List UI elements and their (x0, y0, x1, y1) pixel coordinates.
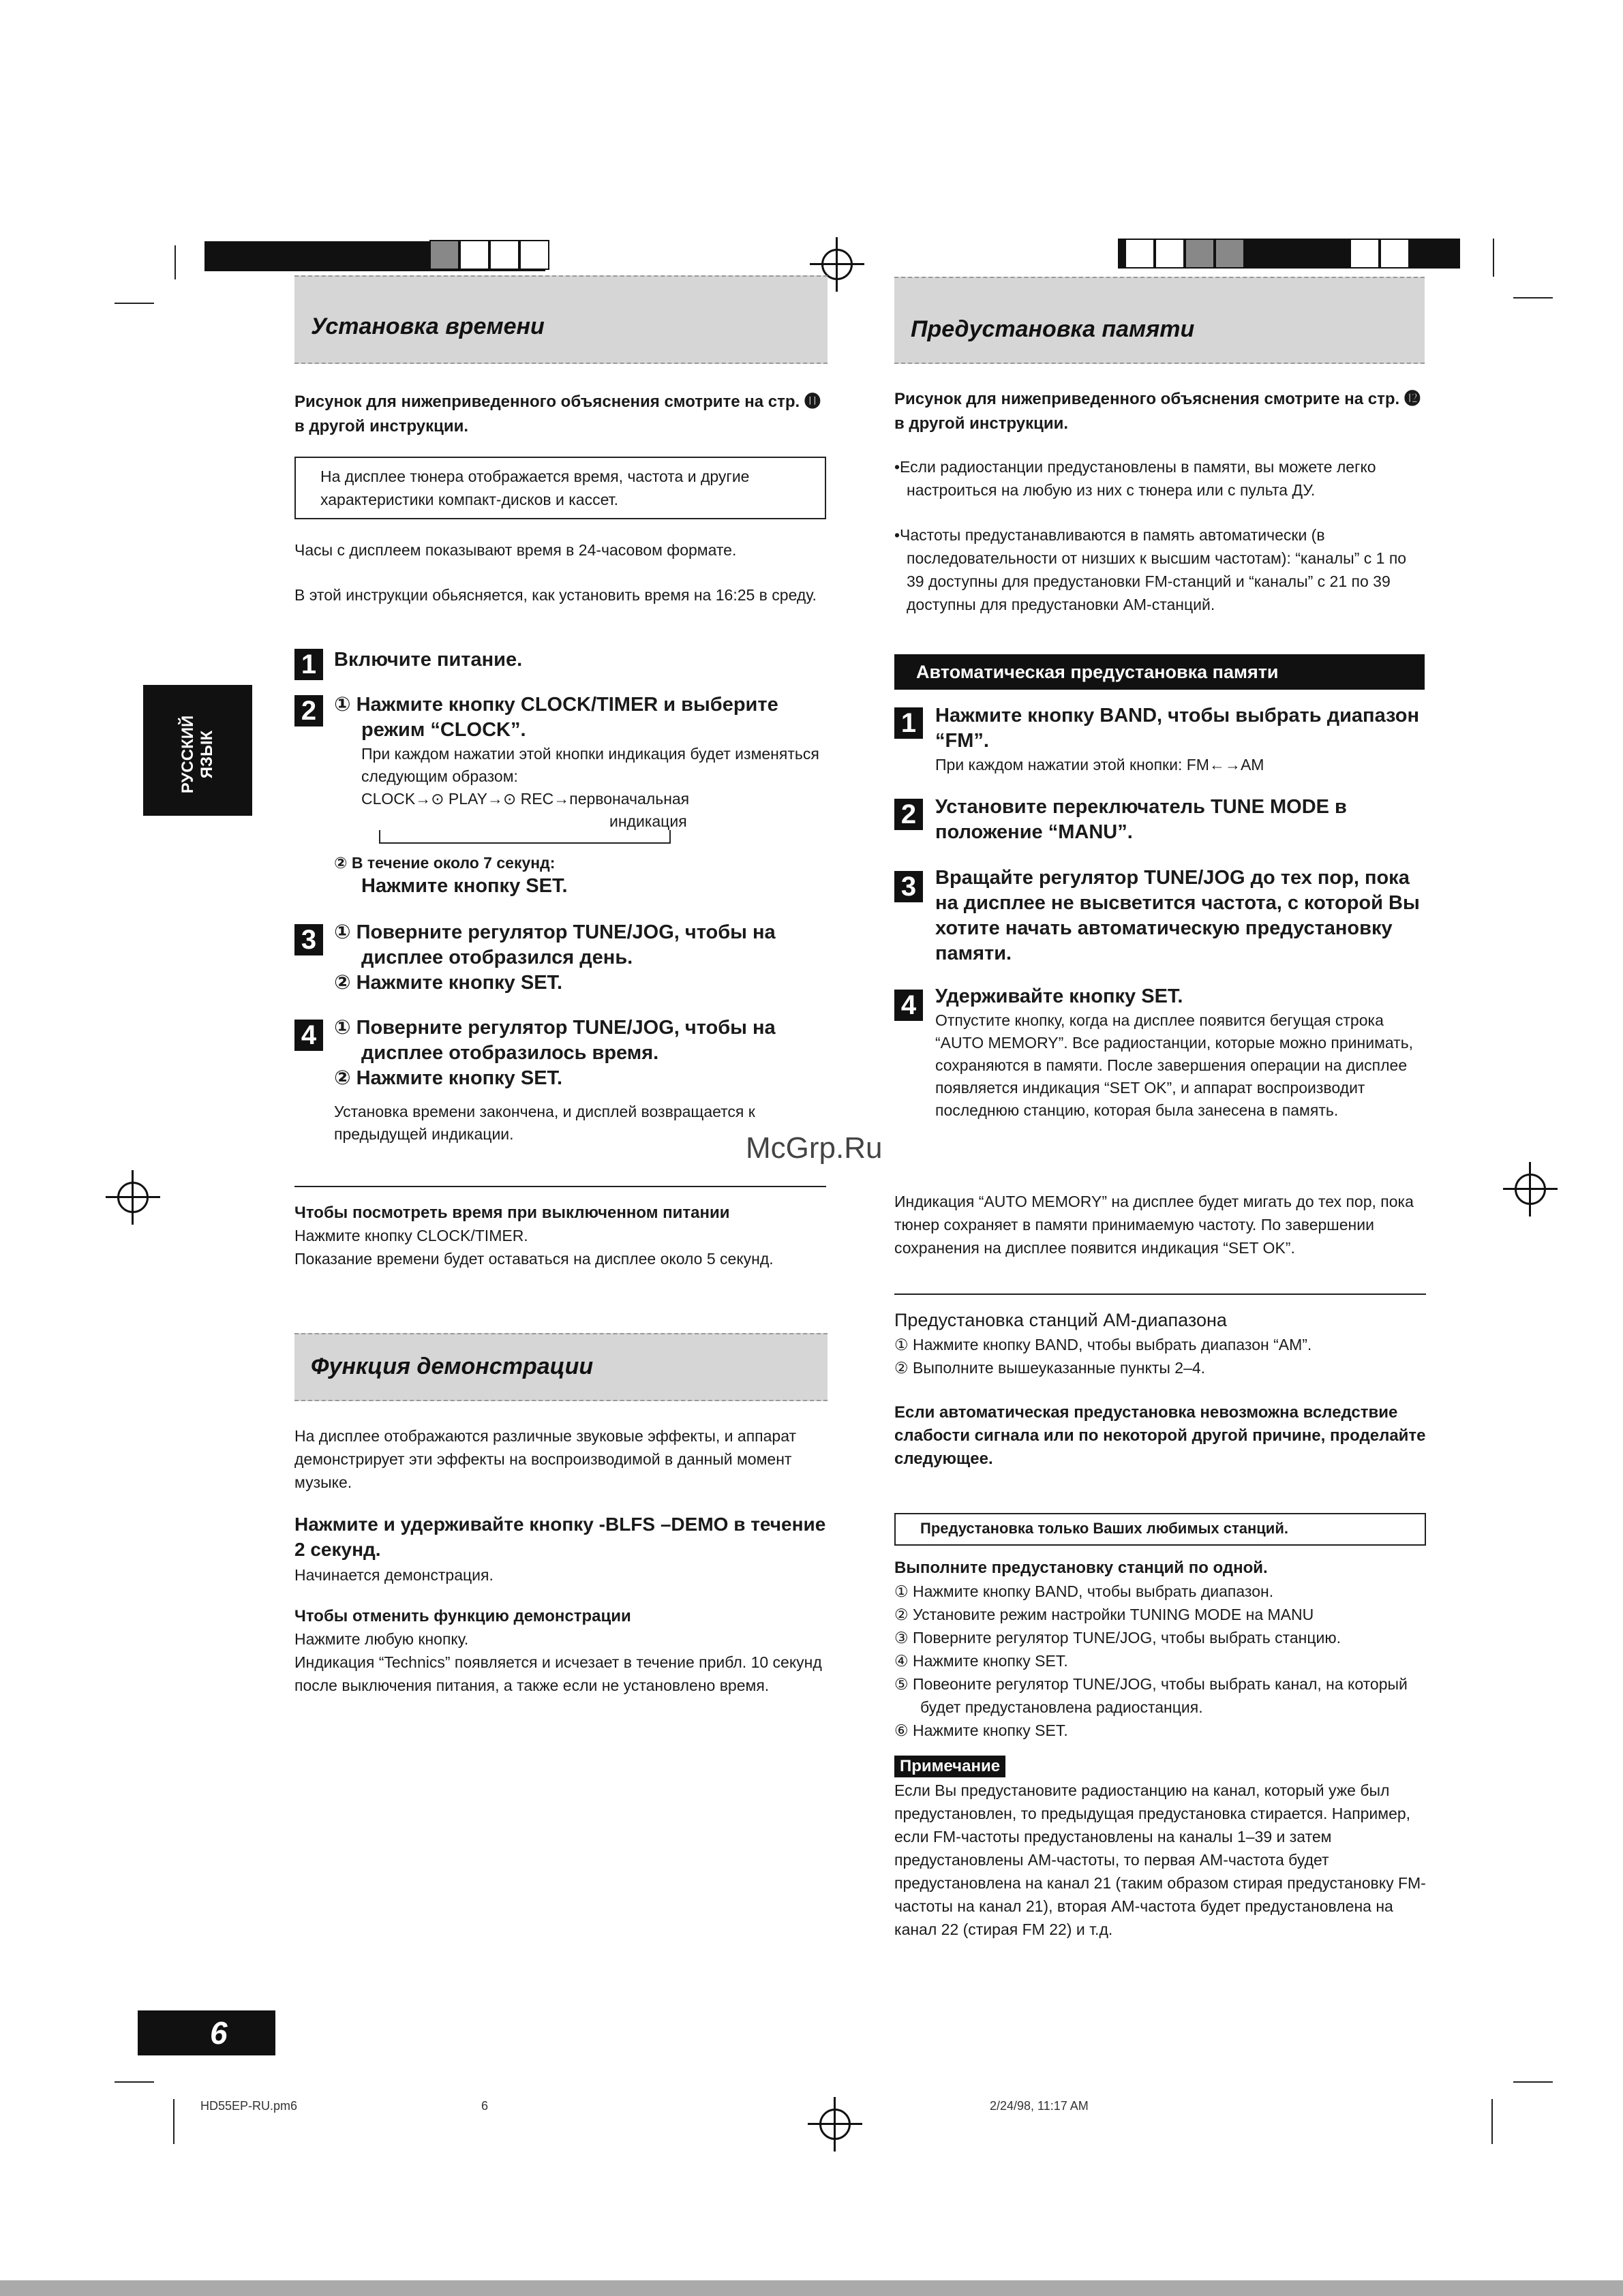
crop-mark (1491, 2099, 1493, 2144)
step-2-badge: 2 (294, 695, 323, 726)
crop-mark (175, 245, 176, 279)
preset-step-3: Вращайте регулятор TUNE/JOG до тех пор, пока на дисплее не высветится частота, с которой Вы хотите начать автоматическую предустановку памяти. (935, 867, 1420, 964)
crop-mark (173, 2099, 175, 2144)
right-bullet-2: •Частоты предустанавливаются в память автоматически (в последовательности от низших к высшим частотам): “каналы” с 1 по 39 доступны для предустановки FM-станций и “каналы” с 21 по 39 доступны для предустановки AM-станций. (894, 526, 1407, 613)
cancel-demo-section: Чтобы отменить функцию демонстрации Нажмите любую кнопку. Индикация “Technics” появляется и исчезает в течение прибл. 10 секунд после выключения питания, а также если не установлено время. (294, 1607, 822, 1694)
preset-step-4-badge: 4 (894, 990, 923, 1021)
crop-mark (115, 303, 154, 304)
sequence-return-arrow (379, 830, 671, 844)
registration-mark-icon (819, 2109, 851, 2140)
crop-mark (1493, 239, 1494, 277)
auto-preset-title-bar: Автоматическая предустановка памяти (894, 654, 1425, 690)
left-section-title: Установка времени (294, 275, 828, 364)
crop-mark (1513, 2081, 1553, 2083)
step-1-badge: 1 (294, 649, 323, 680)
manual-preset-intro: Если автоматическая предустановка невозможна вследствие слабости сигнала или по некоторой другой причине, проделайте следующее. (894, 1403, 1426, 1468)
step-4-badge: 4 (294, 1020, 323, 1051)
registration-mark-icon (1515, 1174, 1546, 1205)
left-divider (294, 1186, 826, 1187)
right-divider (894, 1294, 1426, 1295)
step-1-text: Включите питание. (334, 649, 523, 671)
page-number-box: 6 (138, 2010, 275, 2055)
crop-mark (115, 2081, 154, 2083)
tuner-display-box: На дисплее тюнера отображается время, частота и другие характеристики компакт-дисков и кассет. (294, 457, 826, 519)
left-p1: Часы с дисплеем показывают время в 24-часовом формате. (294, 541, 737, 559)
footer-file: HD55EP-RU.pm6 (200, 2099, 298, 2113)
demo-instruction: Нажмите и удерживайте кнопку -BLFS –DEMO в течение 2 секунд. (294, 1514, 826, 1560)
note-label: Примечание (894, 1756, 1005, 1777)
demo-start: Начинается демонстрация. (294, 1566, 494, 1584)
scan-edge (0, 2280, 1623, 2296)
demo-paragraph: На дисплее отображаются различные звуковые эффекты, и аппарат демонстрирует эти эффекты на воспроизводимой в данный момент музыке. (294, 1427, 797, 1491)
right-bullet-1: •Если радиостанции предустановлены в памяти, вы можете легко настроиться на любую из них с тюнера или с пульта ДУ. (894, 458, 1376, 499)
favorite-stations-box: Предустановка только Ваших любимых станций. (894, 1513, 1426, 1546)
right-header-squares (1125, 239, 1411, 270)
preset-step-2: Установите переключатель TUNE MODE в положение “MANU”. (935, 796, 1347, 843)
step-2: ① Нажмите кнопку CLOCK/TIMER и выберите режим “CLOCK”. При каждом нажатии этой кнопки индикация будет изменяться следующим образом: CLOCK→⊙ PLAY→⊙ REC→первоначальная индикация (334, 694, 819, 830)
demo-section-title: Функция демонстрации (294, 1333, 828, 1401)
left-header-squares (429, 240, 552, 271)
language-tab: РУССКИЙ ЯЗЫК (143, 685, 252, 816)
crop-mark (1513, 297, 1553, 299)
preset-step-4: Удерживайте кнопку SET. Отпустите кнопку, когда на дисплее появится бегущая строка “AUTO MEMORY”. Все радиостанции, которые можно принимать, сохраняются в памяти. После завершения операции на дисплее появляется индикация “SET OK”, и аппарат воспроизводит последнюю станцию, которая была занесена в память. (935, 985, 1414, 1119)
favorite-steps: Выполните предустановку станций по одной. ① Нажмите кнопку BAND, чтобы выбрать диапазон. ② Установите режим настройки TUNING MODE на MANU ③ Поверните регулятор TUNE/JOG, чтобы выбрать станцию. ④ Нажмите кнопку SET. ⑤ Повеоните регулятор TUNE/JOG, чтобы выбрать канал, на который будет предустановлена радиостанция. ⑥ Нажмите кнопку SET. (894, 1559, 1408, 1739)
footer-page: 6 (481, 2099, 489, 2113)
preset-step-1: Нажмите кнопку BAND, чтобы выбрать диапазон “FM”. При каждом нажатии этой кнопки: FM←→AM (935, 705, 1419, 774)
preset-step-1-badge: 1 (894, 707, 923, 739)
am-preset-section: Предустановка станций АМ-диапазона ① Нажмите кнопку BAND, чтобы выбрать диапазон “AM”. ② Выполните вышеуказанные пункты 2–4. (894, 1310, 1312, 1377)
auto-memory-note: Индикация “AUTO MEMORY” на дисплее будет мигать до тех пор, пока тюнер сохраняет в памяти принимаемую частоту. По завершении сохранения на дисплее появится индикация “SET OK”. (894, 1193, 1414, 1257)
preset-step-2-badge: 2 (894, 799, 923, 830)
right-ref-note: Рисунок для нижеприведенного объяснения смотрите на стр. ⓬ в другой инструкции. (894, 390, 1421, 433)
left-p2: В этой инструкции обьясняется, как установить время на 16:25 в среду. (294, 586, 817, 604)
step-2b: ② В течение около 7 секунд: Нажмите кнопку SET. (334, 854, 568, 897)
note-text: Если Вы предустановите радиостанцию на канал, который уже был предустановлен, то предыдущая предустановка стирается. Например, если FM-частоты предустановлены на каналы 1–39 и затем предустановлены AM-частоты, то первая AM-частота будет предустановлена на канал 21 (таким образом стирая предустановку FM-частоты на канал 21), вторая AM-частота будет предустановлена на канал 22 (стирая FM 22) и т.д. (894, 1781, 1426, 1938)
step-4: ① Поверните регулятор TUNE/JOG, чтобы на дисплее отобразилось время. ② Нажмите кнопку SET. Установка времени закончена, и дисплей возвращается к предыдущей индикации. (334, 1017, 776, 1143)
step-3-badge: 3 (294, 924, 323, 955)
right-section-title: Предустановка памяти (894, 277, 1425, 364)
registration-mark-icon (117, 1182, 149, 1213)
power-off-section: Чтобы посмотреть время при выключенном питании Нажмите кнопку CLOCK/TIMER. Показание времени будет оставаться на дисплее около 5 секунд. (294, 1204, 774, 1268)
step-3: ① Поверните регулятор TUNE/JOG, чтобы на дисплее отобразился день. ② Нажмите кнопку SET. (334, 921, 776, 994)
left-ref-note: Рисунок для нижеприведенного объяснения смотрите на стр. ⓫ в другой инструкции. (294, 393, 821, 435)
preset-step-3-badge: 3 (894, 871, 923, 902)
watermark: McGrp.Ru (746, 1131, 883, 1165)
footer-date: 2/24/98, 11:17 AM (990, 2099, 1089, 2113)
